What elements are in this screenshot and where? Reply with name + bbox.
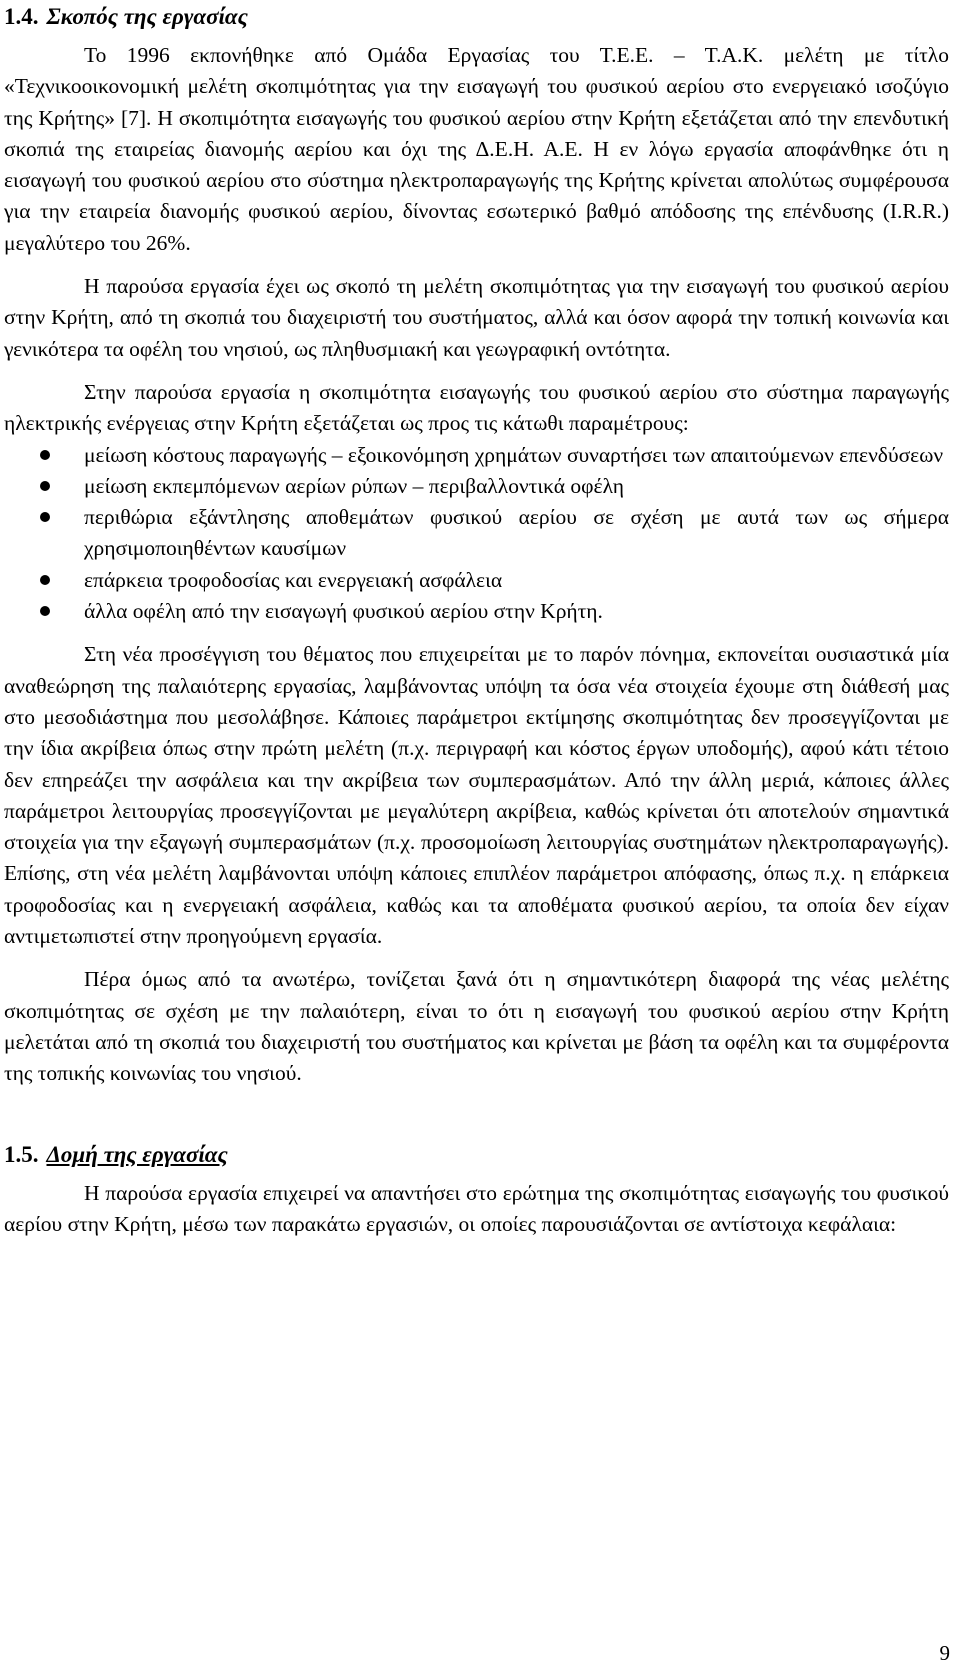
list-item: [4, 440, 949, 471]
list-item-text: μείωση κόστους παραγωγής – εξοικονόμηση χρημάτων συναρτήσει των απαιτούμενων επενδύσεων: [84, 442, 944, 467]
paragraph: Η παρούσα εργασία έχει ως σκοπό τη μελέτη σκοπιμότητας για την εισαγωγή του φυσικού αερίου στην Κρήτη, από τη σκοπιά του διαχειριστή του συστήματος, αλλά και όσον αφορά την τοπική κοινωνία και γενικότερα τα οφέλη του νησιού, ως πληθυσμιακή και γεωγραφική οντότητα.: [4, 274, 949, 361]
paragraph: Η παρούσα εργασία επιχειρεί να απαντήσει στο ερώτημα της σκοπιμότητας εισαγωγής του φυσικού αερίου στην Κρήτη, μέσω των παρακάτω εργασιών, οι οποίες παρουσιάζονται σε αντίστοιχα κεφάλαια:: [4, 1180, 949, 1236]
section-title: Σκοπός της εργασίας: [46, 4, 248, 29]
list-item: [4, 596, 949, 627]
paragraph: Στη νέα προσέγγιση του θέματος που επιχειρείται με το παρόν πόνημα, εκπονείται ουσιαστικά μία αναθεώρηση της παλαιότερης εργασίας, λαμβάνοντας υπόψη τα όσα νέα στοιχεία έχουμε στη διάθεσή μας στο μεσοδιάστημα που μεσολάβησε. Κάποιες παράμετροι εκτίμησης σκοπιμότητας δεν προσεγγίζονται με την ίδια ακρίβεια όπως στην πρώτη μελέτη (π.χ. περιγραφή και κόστος έργων υποδομής), αφού κάτι τέτοιο δεν επηρεάζει την ασφάλεια και την ακρίβεια των συμπερασμάτων. Από την άλλη μεριά, κάποιες άλλες παράμετροι λειτουργίας προσεγγίζονται με μεγαλύτερη ακρίβεια, καθώς κρίνεται ότι αποτελούν σημαντικά στοιχεία για την εξαγωγή συμπερασμάτων (π.χ. προσομοίωση λειτουργίας συστημάτων ηλεκτροπαραγωγής). Επίσης, στη νέα μελέτη λαμβάνονται υπόψη κάποιες επιπλέον παράμετροι απόφασης, όπως π.χ. η επάρκεια τροφοδοσίας και η ενεργειακή ασφάλεια, καθώς και τα αποθέματα φυσικού αερίου, τα οποία δεν είχαν αντιμετωπιστεί στην προηγούμενη εργασία.: [4, 642, 949, 949]
list-item: [4, 471, 949, 502]
bullet-icon: [40, 450, 50, 460]
bullet-icon: [40, 606, 50, 616]
list-item-text: μείωση εκπεμπόμενων αερίων ρύπων – περιβαλλοντικά οφέλη: [84, 473, 625, 498]
page-content: [4, 0, 949, 1240]
section-title: Δομή της εργασίας: [46, 1141, 228, 1167]
section-number: 1.4.: [4, 4, 39, 29]
bullet-icon: [40, 512, 50, 522]
section-heading-1-4: [4, 0, 949, 34]
list-item: [4, 565, 949, 596]
list-item-text: άλλα οφέλη από την εισαγωγή φυσικού αερίου στην Κρήτη.: [84, 599, 603, 624]
bullet-icon: [40, 481, 50, 491]
page-number: 9: [939, 1641, 950, 1665]
bullet-icon: [40, 575, 50, 585]
list-item: [4, 502, 949, 565]
list-item-text: επάρκεια τροφοδοσίας και ενεργειακή ασφάλεια: [84, 567, 503, 592]
parameter-list: [4, 440, 949, 628]
list-item-text: περιθώρια εξάντλησης αποθεμάτων φυσικού αερίου σε σχέση με αυτά των ως σήμερα χρησιμοποιηθέντων καυσίμων: [84, 505, 949, 561]
paragraph: Στην παρούσα εργασία η σκοπιμότητα εισαγωγής του φυσικού αερίου στο σύστημα παραγωγής ηλεκτρικής ενέργειας στην Κρήτη εξετάζεται ως προς τις κάτωθι παραμέτρους:: [4, 379, 949, 436]
paragraph: Το 1996 εκπονήθηκε από Ομάδα Εργασίας του Τ.Ε.Ε. – Τ.Α.Κ. μελέτη με τίτλο «Τεχνικοοικονομική μελέτη σκοπιμότητας για την εισαγωγή του φυσικού αερίου στο ενεργειακό ισοζύγιο της Κρήτης» [7]. Η σκοπιμότητα εισαγωγής του φυσικού αερίου στην Κρήτη εξετάζεται από την επενδυτική σκοπιά της εταιρείας διανομής αερίου και όχι της Δ.Ε.Η. Α.Ε. Η εν λόγω εργασία αποφάνθηκε ότι η εισαγωγή του φυσικού αερίου στο σύστημα ηλεκτροπαραγωγής της Κρήτης κρίνεται απολύτως συμφέρουσα για την εταιρεία διανομής φυσικού αερίου, δίνοντας εσωτερικό βαθμό απόδοσης της επένδυσης (I.R.R.) μεγαλύτερο του 26%.: [4, 43, 949, 255]
paragraph: Πέρα όμως από τα ανωτέρω, τονίζεται ξανά ότι η σημαντικότερη διαφορά της νέας μελέτης σκοπιμότητας σε σχέση με την παλαιότερη, είναι το ότι η εισαγωγή του φυσικού αερίου στην Κρήτη μελετάται από τη σκοπιά του διαχειριστή του συστήματος και κρίνεται με βάση τα οφέλη και τα συμφέροντα της τοπικής κοινωνίας του νησιού.: [4, 967, 949, 1086]
section-number: 1.5.: [4, 1141, 39, 1167]
section-heading-1-5: [4, 1138, 949, 1172]
